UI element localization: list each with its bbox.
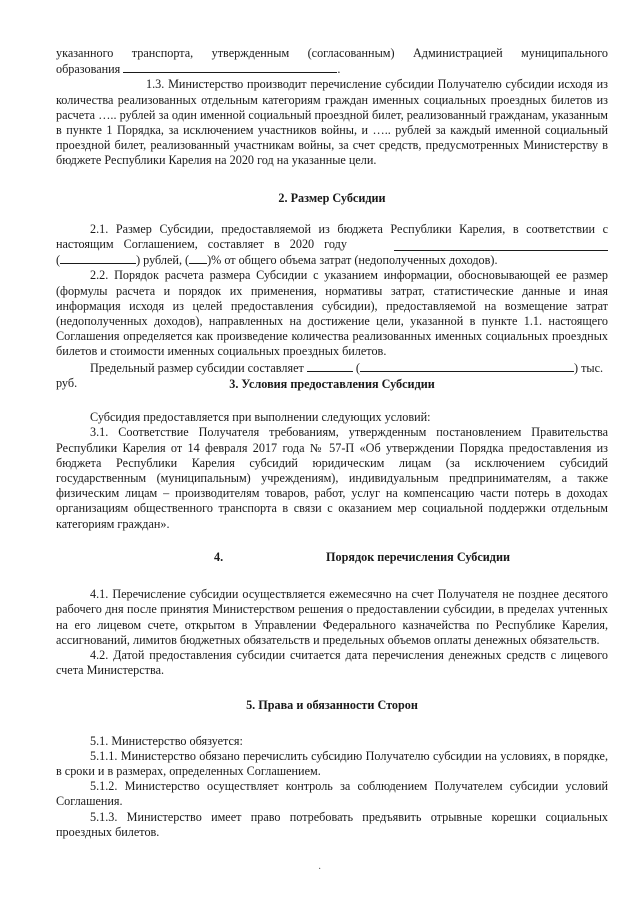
limit-unit: ) тыс. [573, 360, 604, 375]
limit-amount-blank [307, 360, 353, 372]
paragraph-2-3 [56, 360, 608, 376]
paragraph-3-1: 3.1. Соответствие Получателя требованиям, утвержденным постановлением Правительства Республики Карелия от 14 февраля 2017 года № 57-П «Об утверждении Порядка предоставления из бюджета Республики Карелия субсидий юридическим лицам (за исключением субсидий государственным (муниципальным) учреждениям), индивидуальным предпринимателям, а также физическим лицам – производителям товаров, работ, услуг на компенсацию части потерь в доходах организациям общественного транспорта в связи с оказанием мер социальной поддержки отдельным категориям граждан». [56, 425, 608, 531]
municipality-blank [123, 61, 337, 73]
rubles-text: ) рублей, ( [136, 253, 190, 268]
intro-municipality-label: образования [56, 62, 121, 77]
paragraph-2-2: 2.2. Порядок расчета размера Субсидии с указанием информации, обосновывающей ее размер (формулы расчета и порядок их применения, нормативы затрат, статистические данные и иная информация исходя из целей предоставления субсидии), предоставляемой на возмещение затрат (недополученных доходов), направленных на достижение цели, указанной в пункте 1.1. настоящего Соглашения определяется как произведение количества реализованных именных социальных проездных билетов и стоимости именных социальных проездных билетов. [56, 268, 608, 359]
paragraph-2-1-line-3 [56, 252, 608, 268]
section-2-heading: 2. Размер Субсидии [278, 190, 386, 205]
percent-blank [189, 252, 207, 264]
section-4-number: 4. [214, 549, 224, 564]
limit-words-blank [360, 360, 574, 372]
paragraph-2-1-line-1: 2.1. Размер Субсидии, предоставляемой из бюджета Республики Карелия, в соответствии с [90, 221, 608, 236]
paragraph-5-1-2: 5.1.2. Министерство осуществляет контроль за соблюдением Получателем субсидии условий Соглашения. [56, 779, 608, 809]
paren-open: ( [56, 253, 61, 268]
paragraph-2-3-text [90, 360, 603, 376]
paragraph-4-2: 4.2. Датой предоставления субсидии считается дата перечисления денежных средств с лицевого счета Министерства. [56, 647, 608, 678]
paragraph-2-1-text: настоящим Соглашением, составляет в 2020 году [56, 237, 347, 252]
intro-line-1: указанного транспорта, утвержденным (согласованным) Администрацией муниципального [56, 46, 608, 60]
paragraph-1-3: 1.3. Министерство производит перечисление субсидии Получателю субсидии исходя из количества реализованных отдельным категориям граждан именных социальных проездных билетов из расчета ….. рублей за один именной социальный проездной билет, реализованный гражданам, указанным в пункте 1 Порядка, за исключением участников войны, и ….. рублей за каждый именной социальный проездной билет, реализованный участникам войны, за счет средств, предусмотренных Министерству в бюджете Республики Карелия на 2020 год на указанные цели. [56, 77, 608, 168]
paragraph-3-intro: Субсидия предоставляется при выполнении следующих условий: [90, 410, 431, 425]
section-3-heading: 3. Условия предоставления Субсидии [229, 377, 435, 392]
paragraph-2-3-rub: руб. [56, 375, 78, 390]
paragraph-5-1-3: 5.1.3. Министерство имеет право потребовать предъявить отрывные корешки социальных проездных билетов. [56, 809, 608, 839]
scan-dot: · [318, 864, 322, 875]
section-5-heading: 5. Права и обязанности Сторон [246, 698, 418, 713]
paragraph-5-1: 5.1. Министерство обязуется: [90, 733, 243, 748]
amount-blank [394, 239, 608, 251]
limit-label: Предельный размер субсидии составляет [90, 360, 304, 375]
paragraph-5-1-1: 5.1.1. Министерство обязано перечислить субсидию Получателю субсидии на условиях, в порядке, в сроки и в размерах, определенных Соглашением. [56, 748, 608, 778]
limit-paren-open: ( [355, 360, 360, 375]
percent-text: )% от общего объема затрат (недополученных доходов). [207, 253, 498, 268]
paragraph-4-1: 4.1. Перечисление субсидии осуществляется ежемесячно на счет Получателя не позднее десятого рабочего дня после принятия Министерством решения о предоставлении субсидии, в пределах учтенных на его лицевом счете, открытом в Управлении Федерального казначейства по Республике Карелия, ассигнований, лимитов бюджетных обязательств и предельных объемов оплаты денежных обязательств. [56, 587, 608, 647]
rubles-blank [60, 252, 136, 264]
intro-line-2 [56, 61, 608, 77]
intro-period: . [337, 62, 341, 77]
paragraph-2-1-line-2 [56, 237, 608, 252]
section-4-title: Порядок перечисления Субсидии [326, 549, 510, 564]
section-4-heading [56, 550, 608, 565]
